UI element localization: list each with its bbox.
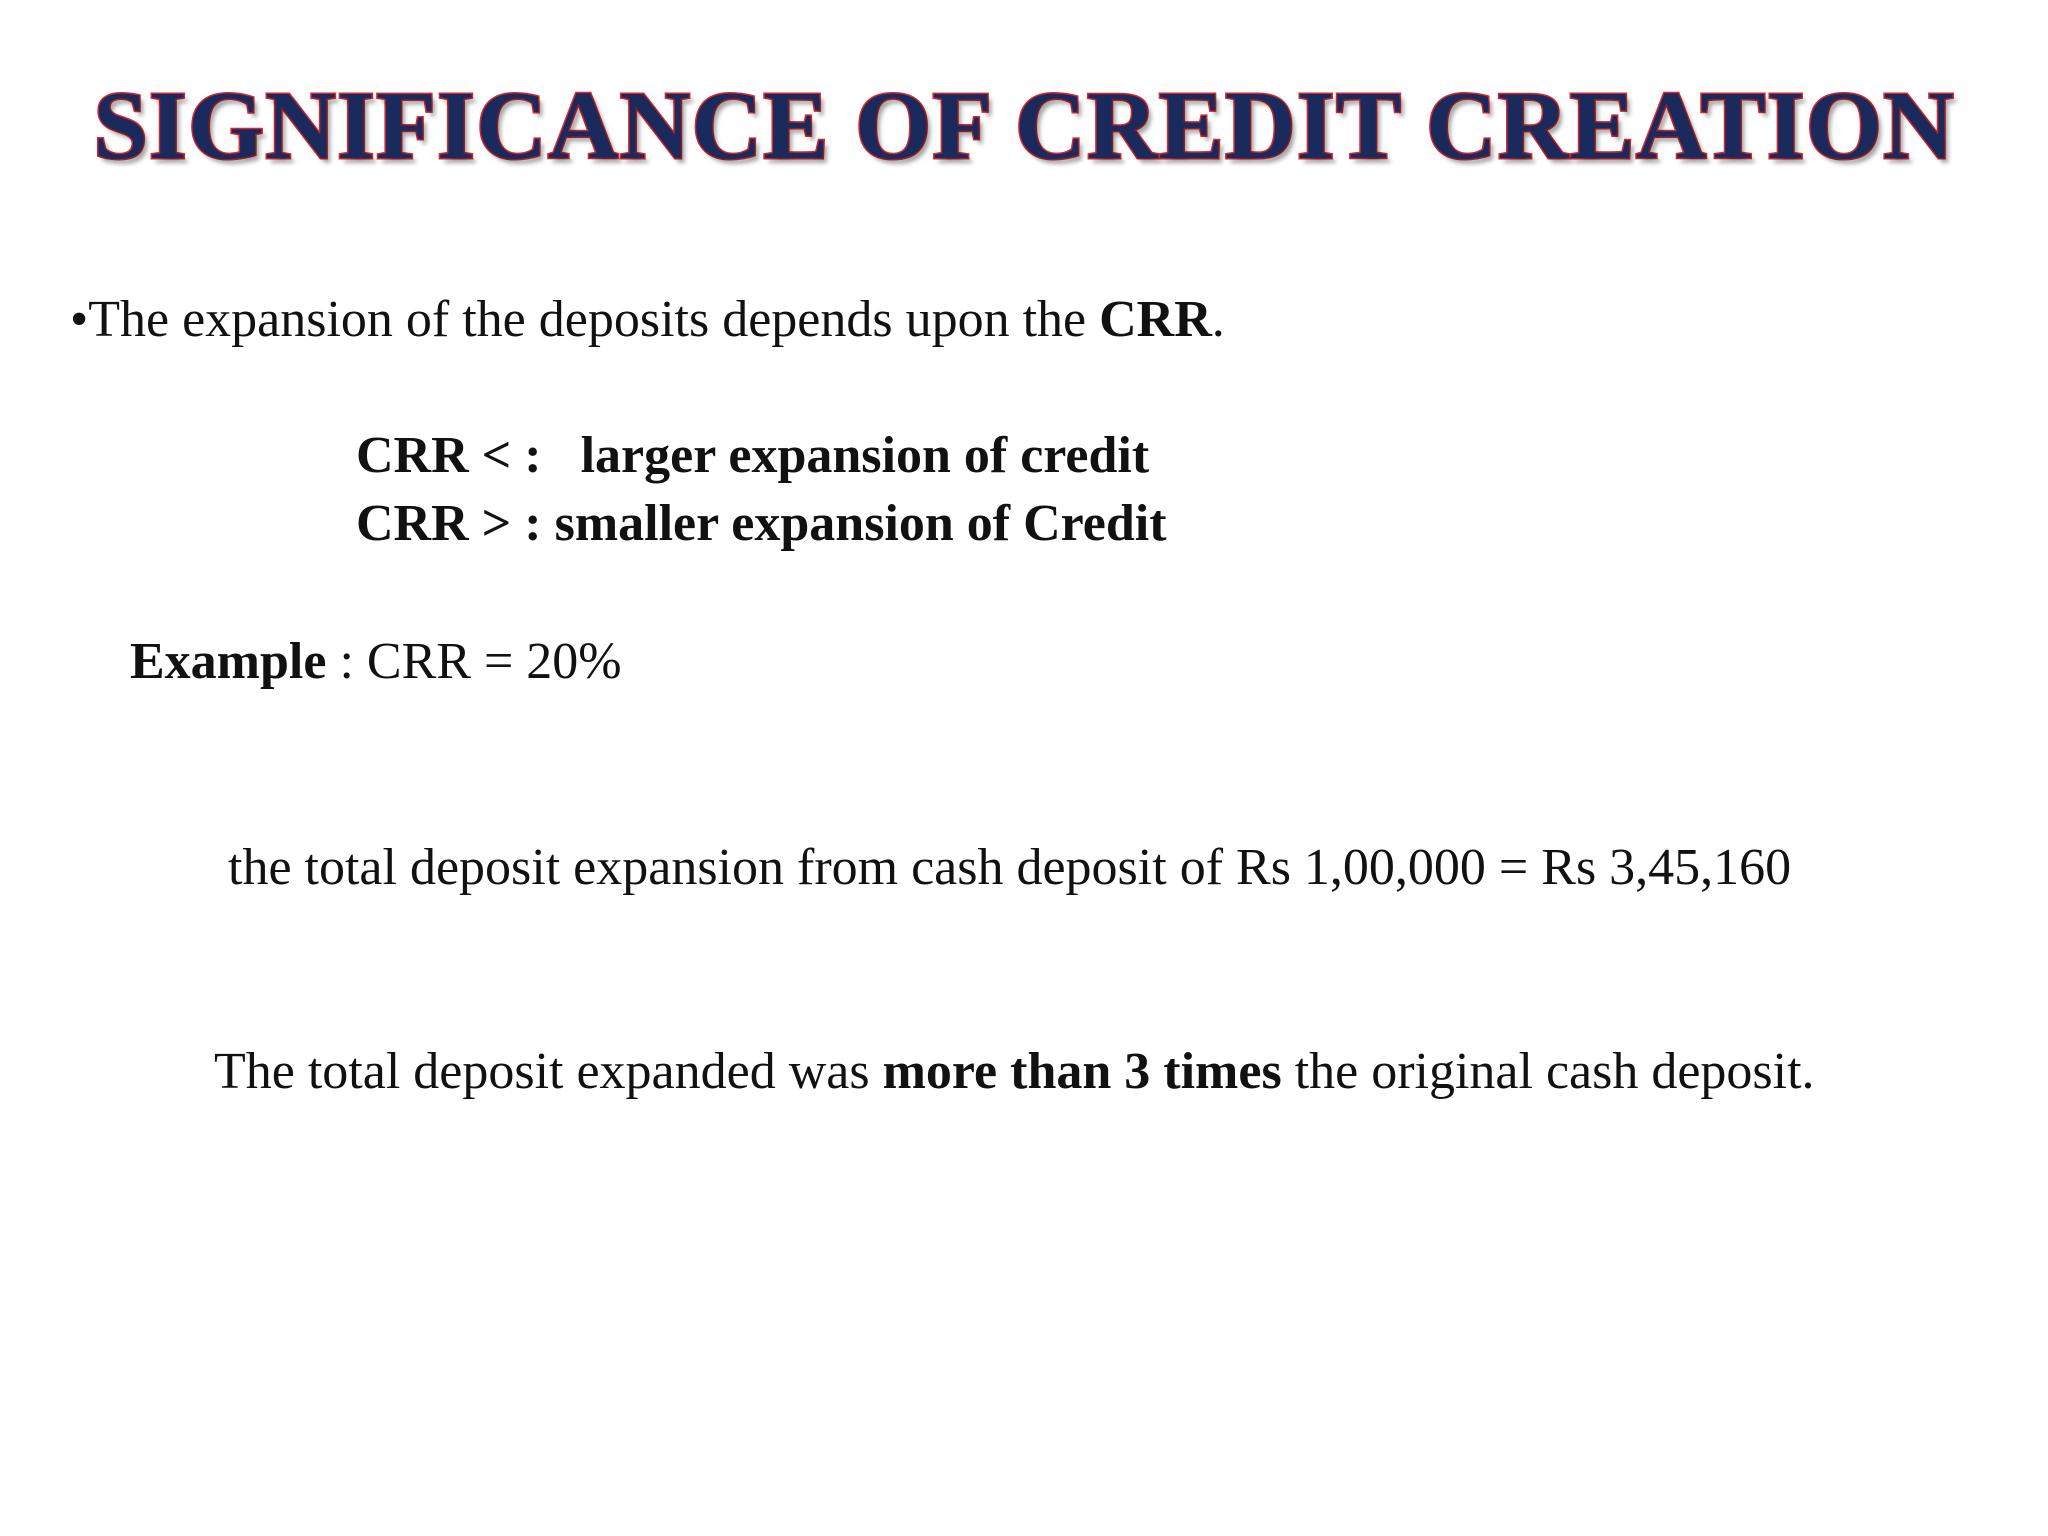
total-expansion-text: the total deposit expansion from cash deposit of Rs 1,00,000 = Rs 3,45,160 [228, 839, 1792, 896]
rule-label: CRR < : [356, 427, 542, 484]
example-text: : CRR = 20% [326, 633, 622, 690]
slide-title: SIGNIFICANCE OF CREDIT CREATION [93, 72, 1955, 180]
crr-term: CRR [1099, 291, 1212, 348]
rule-text: larger expansion of credit [580, 427, 1150, 484]
bullet-period: . [1211, 291, 1225, 348]
conclusion-emphasis: more than 3 times [882, 1043, 1282, 1100]
rule-text: smaller expansion of Credit [554, 495, 1167, 552]
example-line [130, 632, 622, 692]
conclusion-text [214, 1042, 1815, 1102]
bullet-marker: • [70, 291, 89, 348]
conclusion-before: The total deposit expanded was [214, 1043, 883, 1100]
example-label: Example [130, 633, 327, 690]
rule-crr-higher [356, 494, 1167, 554]
conclusion-after: the original cash deposit. [1281, 1043, 1815, 1100]
rule-label: CRR > : [356, 495, 542, 552]
bullet-point [70, 290, 1225, 350]
rule-crr-lower [356, 426, 1149, 486]
bullet-text: The expansion of the deposits depends upon the [88, 291, 1100, 348]
